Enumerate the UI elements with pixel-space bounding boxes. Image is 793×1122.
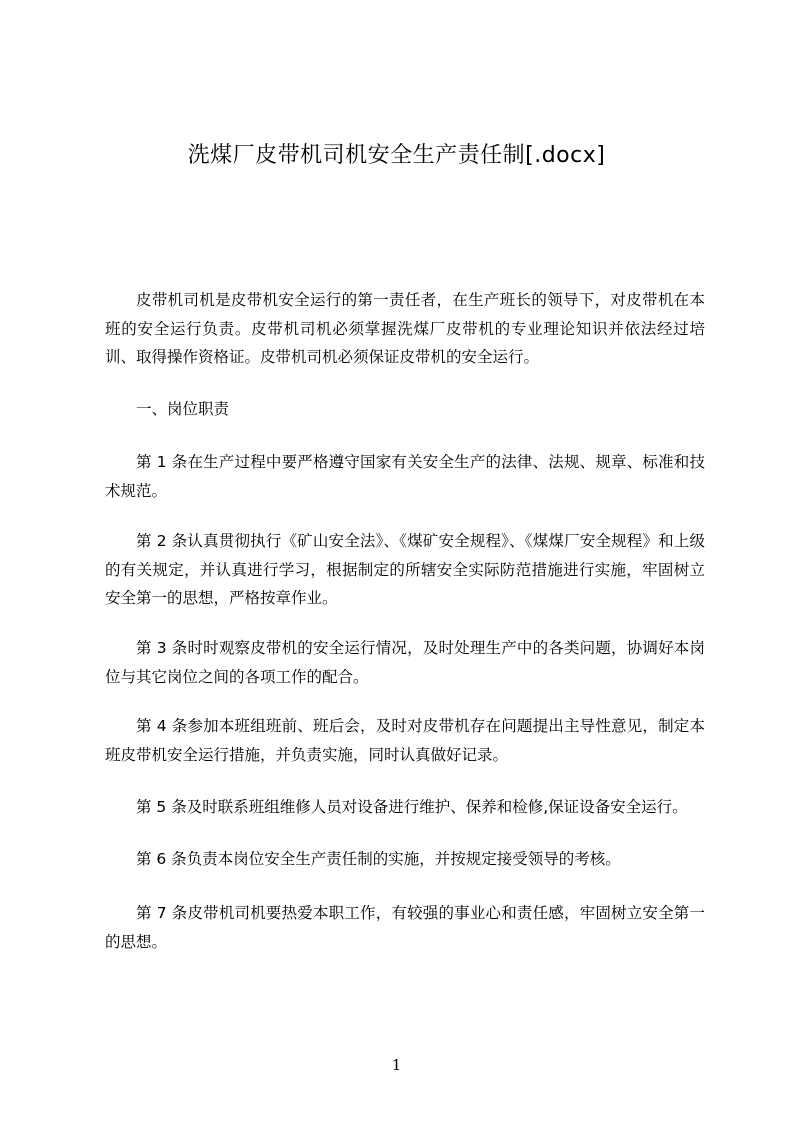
article-5: 第 5 条及时联系班组维修人员对设备进行维护、保养和检修,保证设备安全运行。: [136, 798, 688, 816]
article-4: 第 4 条参加本班组班前、班后会，及时对皮带机存在问题提出主导性意见，制定本班皮带机安全运行措施，并负责实施，同时认真做好记录。: [105, 717, 705, 764]
article-3: 第 3 条时时观察皮带机的安全运行情况，及时处理生产中的各类问题，协调好本岗位与其它岗位之间的各项工作的配合。: [105, 639, 705, 686]
article-2: 第 2 条认真贯彻执行《矿山安全法》、《煤矿安全规程》、《煤煤厂安全规程》和上级的有关规定，并认真进行学习，根据制定的所辖安全实际防范措施进行实施，牢固树立安全第一的思想，严格按章作业。: [105, 532, 705, 607]
article-6: 第 6 条负责本岗位安全生产责任制的实施，并按规定接受领导的考核。: [136, 850, 621, 868]
document-title: 洗煤厂皮带机司机安全生产责任制[.docx]: [187, 143, 606, 168]
article-1: 第 1 条在生产过程中要严格遵守国家有关安全生产的法律、法规、规章、标准和技术规范。: [105, 453, 705, 500]
intro-paragraph: 皮带机司机是皮带机安全运行的第一责任者，在生产班长的领导下，对皮带机在本班的安全运行负责。皮带机司机必须掌握洗煤厂皮带机的专业理论知识并依法经过培训、取得操作资格证。皮带机司机必须保证皮带机的安全运行。: [105, 291, 705, 366]
page-number: 1: [391, 1056, 402, 1074]
article-7: 第 7 条皮带机司机要热爱本职工作，有较强的事业心和责任感，牢固树立安全第一的思想。: [105, 904, 705, 951]
section-heading: 一、岗位职责: [136, 400, 230, 418]
